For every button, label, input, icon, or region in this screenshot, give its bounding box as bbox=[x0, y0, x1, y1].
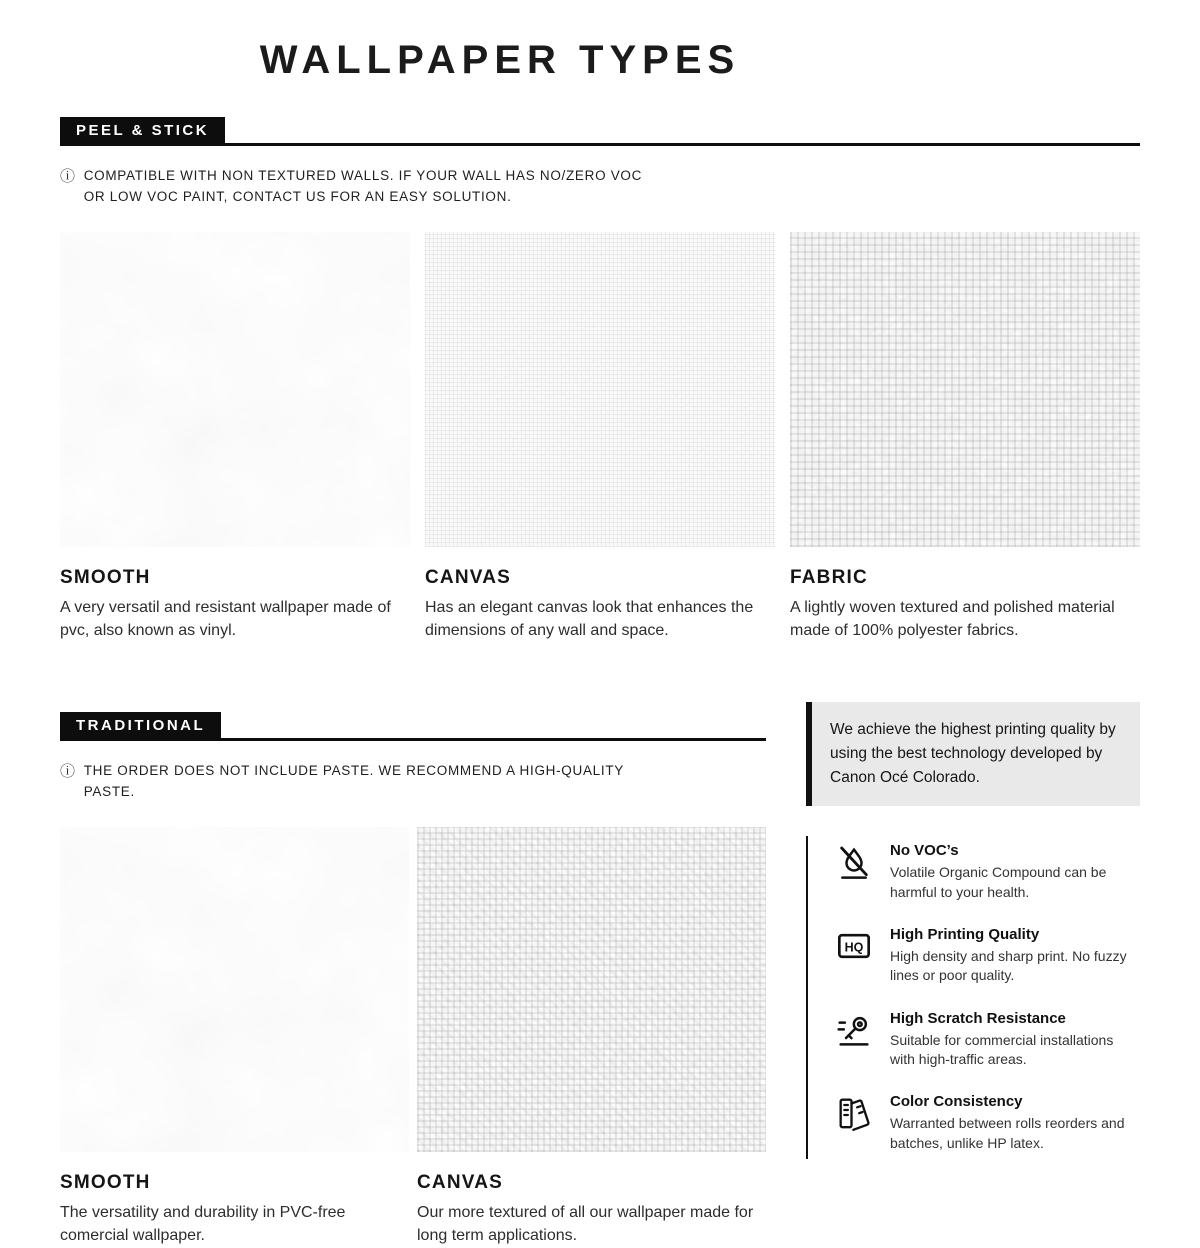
info-icon: ⓘ bbox=[60, 763, 76, 781]
swatch-smooth bbox=[60, 232, 410, 642]
peel-stick-note bbox=[60, 166, 1140, 208]
smooth-texture-noise bbox=[60, 827, 409, 1152]
info-icon: ⓘ bbox=[60, 168, 76, 185]
swatch-description: Our more textured of all our wallpaper made for long term applications. bbox=[417, 1204, 754, 1244]
swatch-description: Has an elegant canvas look that enhances the dimensions of any wall and space. bbox=[425, 598, 754, 639]
feature-title: No VOC’s bbox=[890, 842, 959, 860]
feature-text bbox=[890, 1093, 1140, 1153]
fabric-texture-image bbox=[790, 232, 1140, 547]
swatch-name: FABRIC bbox=[790, 566, 868, 588]
features-list bbox=[806, 836, 1140, 1159]
smooth-texture-image bbox=[60, 232, 410, 547]
swatch-canvas bbox=[425, 232, 775, 642]
swatch-name: SMOOTH bbox=[60, 1172, 151, 1194]
feature-description: Warranted between rolls reorders and batches, unlike HP latex. bbox=[890, 1115, 1125, 1151]
feature-no-vocs bbox=[834, 842, 1140, 902]
feature-text bbox=[890, 926, 1140, 986]
feature-title: High Scratch Resistance bbox=[890, 1009, 1066, 1027]
section-header-rule bbox=[60, 117, 1140, 146]
swatch-fabric bbox=[790, 232, 1140, 642]
swatch-name: CANVAS bbox=[425, 566, 512, 588]
feature-description: High density and sharp print. No fuzzy lines or poor quality. bbox=[890, 947, 1127, 984]
feature-text bbox=[890, 842, 1140, 902]
swatch-description: A very versatil and resistant wallpaper made of pvc, also known as vinyl. bbox=[60, 598, 391, 639]
section-peel-and-stick bbox=[60, 117, 1140, 642]
section-badge-traditional: TRADITIONAL bbox=[60, 712, 221, 738]
peel-stick-swatch-row bbox=[60, 232, 1140, 642]
hq-icon bbox=[834, 926, 874, 966]
canvas-texture-image bbox=[425, 232, 775, 547]
smooth-texture-noise bbox=[60, 232, 410, 547]
scratch-resistance-icon bbox=[834, 1010, 874, 1050]
feature-description: Volatile Organic Compound can be harmful to your health. bbox=[890, 864, 1107, 900]
no-voc-icon bbox=[834, 842, 874, 882]
feature-title: Color Consistency bbox=[890, 1093, 1023, 1111]
peel-stick-note-text: COMPATIBLE WITH NON TEXTURED WALLS. IF YOUR WALL HAS NO/ZERO VOC OR LOW VOC PAINT, CONTACT US FOR AN EASY SOLUTION. bbox=[83, 168, 643, 204]
canvas-weave-overlay bbox=[425, 232, 775, 547]
fabric-weave-overlay bbox=[790, 232, 1140, 547]
section-header-rule bbox=[60, 712, 766, 741]
swatch-description: The versatility and durability in PVC-free comercial wallpaper. bbox=[60, 1204, 346, 1244]
swatch-smooth-traditional bbox=[60, 827, 409, 1247]
section-traditional bbox=[60, 678, 766, 1247]
bottom-row bbox=[60, 678, 1140, 1247]
swatch-description: A lightly woven textured and polished material made of 100% polyester fabrics. bbox=[790, 598, 1115, 639]
quality-sidebar bbox=[806, 678, 1140, 1247]
hq-icon-label: HQ bbox=[844, 940, 864, 955]
traditional-note bbox=[60, 761, 766, 803]
canvas-heavy-weave-overlay bbox=[417, 827, 766, 1152]
feature-description: Suitable for commercial installations with high-traffic areas. bbox=[890, 1031, 1114, 1067]
smooth-texture-image bbox=[60, 827, 409, 1152]
swatch-name: CANVAS bbox=[417, 1172, 504, 1194]
feature-text bbox=[890, 1010, 1140, 1070]
feature-high-scratch-resistance bbox=[834, 1010, 1140, 1070]
color-consistency-icon bbox=[834, 1093, 874, 1133]
printing-quality-note-box: We achieve the highest printing quality by using the best technology developed by Canon Océ Colorado. bbox=[806, 702, 1140, 806]
canvas-heavy-texture-image bbox=[417, 827, 766, 1152]
section-badge-peel-stick: PEEL & STICK bbox=[60, 117, 225, 143]
traditional-swatch-row bbox=[60, 827, 766, 1247]
swatch-name: SMOOTH bbox=[60, 566, 151, 588]
page-title: WALLPAPER TYPES bbox=[259, 38, 741, 82]
traditional-note-text: THE ORDER DOES NOT INCLUDE PASTE. WE RECOMMEND A HIGH-QUALITY PASTE. bbox=[83, 763, 624, 800]
feature-high-printing-quality bbox=[834, 926, 1140, 986]
feature-title: High Printing Quality bbox=[890, 925, 1040, 943]
swatch-canvas-traditional bbox=[417, 827, 766, 1247]
feature-color-consistency bbox=[834, 1093, 1140, 1153]
